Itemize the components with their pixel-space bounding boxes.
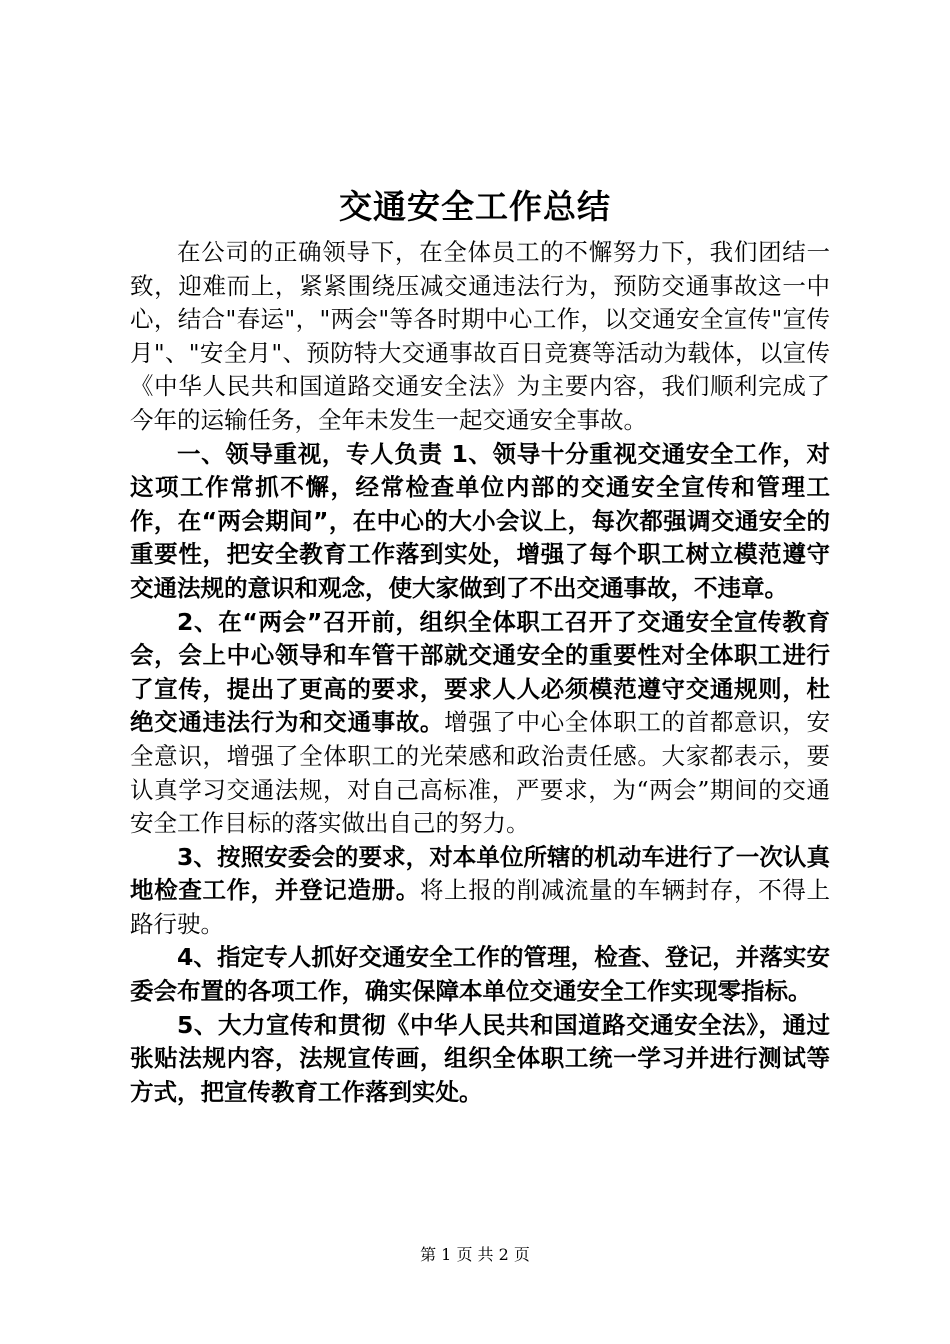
paragraph-section-1 [130,438,830,606]
paragraph-text-continued: 增强了中心全体职工的首都意识，安全意识，增强了全体职工的光荣感和政治责任感。大家都表示，要认真学习交通法规，对自己高标准，严要求，为“两会”期间的交通安全工作目标的落实做出自己的努力。 [130,708,831,838]
paragraph-item-2 [130,606,830,841]
paragraph-item-5 [130,1009,830,1110]
paragraph-text: 2、在“两会”召开前，组织全体职工召开了交通安全宣传教育会，会上中心领导和车管干部就交通安全的重要性对全体职工进行了宣传，提出了更高的要求，要求人人必须模范遵守交通规则，杜绝交通违法行为和交通事故。 [130,607,830,737]
paragraph-text: 4、指定专人抓好交通安全工作的管理，检查、登记，并落实安委会布置的各项工作，确实保障本单位交通安全工作实现零指标。 [130,943,830,1006]
paragraph-item-4 [130,941,830,1008]
paragraph-item-3 [130,841,830,942]
paragraph-text-continued: 将上报的削减流量的车辆封存，不得上路行驶。 [130,876,831,938]
paragraph-intro [130,236,830,438]
document-body [130,236,830,1109]
paragraph-text: 一、领导重视，专人负责 1、领导十分重视交通安全工作，对这项工作常抓不懈，经常检查单位内部的交通安全宣传和管理工作，在“两会期间”，在中心的大小会议上，每次都强调交通安全的重要性，把安全教育工作落到实处，增强了每个职工树立模范遵守交通法规的意识和观念，使大家做到了不出交通事故，不违章。 [130,439,830,602]
document-title: 交通安全工作总结 [339,187,611,226]
paragraph-text: 在公司的正确领导下，在全体员工的不懈努力下，我们团结一致，迎难而上，紧紧围绕压减交通违法行为，预防交通事故这一中心，结合"春运"，"两会"等各时期中心工作，以交通安全宣传"宣传月"、"安全月"、预防特大交通事故百日竞赛等活动为载体，以宣传《中华人民共和国道路交通安全法》为主要内容，我们顺利完成了今年的运输任务，全年未发生一起交通安全事故。 [130,238,830,434]
paragraph-text: 3、按照安委会的要求，对本单位所辖的机动车进行了一次认真地检查工作，并登记造册。 [130,842,830,905]
paragraph-text: 5、大力宣传和贯彻《中华人民共和国道路交通安全法》，通过张贴法规内容，法规宣传画，组织全体职工统一学习并进行测试等方式，把宣传教育工作落到实处。 [130,1010,830,1106]
page-footer: 第 1 页 共 2 页 [420,1245,530,1264]
